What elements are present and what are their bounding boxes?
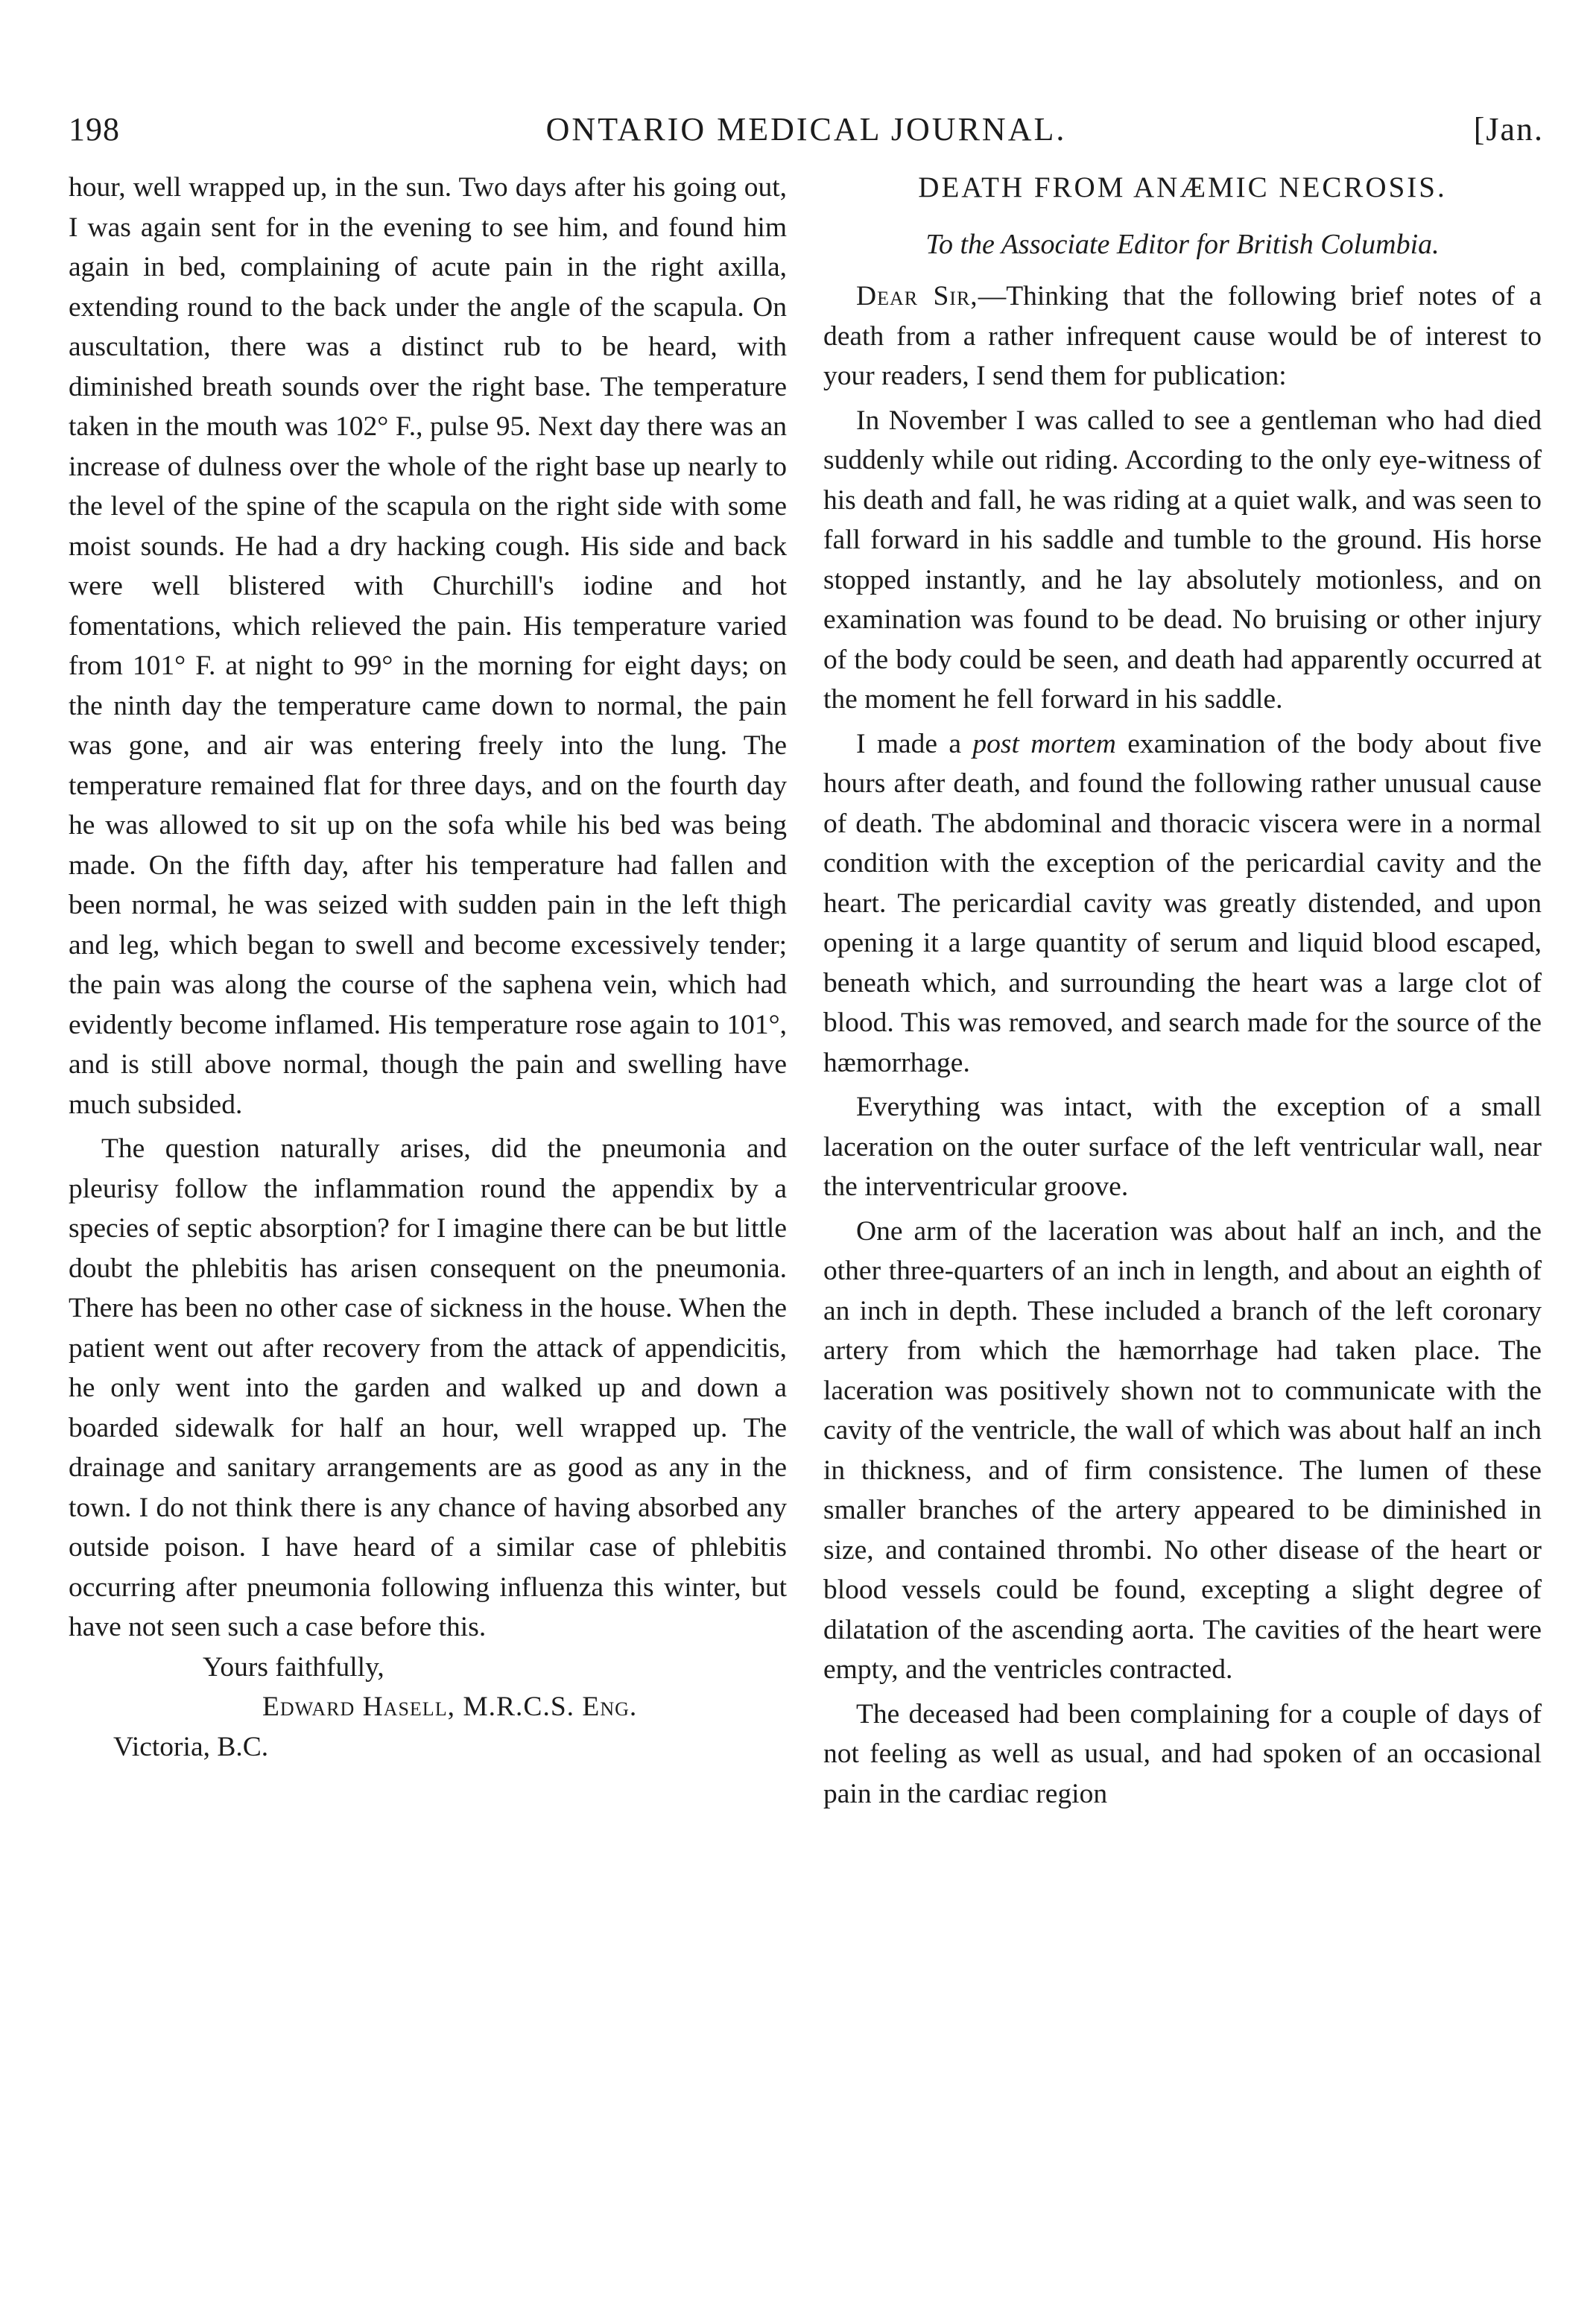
paragraph-examination — [823, 724, 1542, 1083]
running-header — [69, 110, 1544, 162]
case-paragraph-continued: hour, well wrapped up, in the sun. Two days after his going out, I was again sent for in the evening to see him, and found him again in bed, complaining of acute pain in the right axilla, extending round to the back under the angle of the scapula. On auscultation, there was a distinct rub to be heard, with diminished breath sounds over the right base. The temperature taken in the mouth was 102° F., pulse 95. Next day there was an increase of dulness over the whole of the right base up nearly to the level of the spine of the scapula on the right side with some moist sounds. He had a dry hacking cough. His side and back were well blistered with Churchill's iodine and hot fomentations, which relieved the pain. His temperature varied from 101° F. at night to 99° in the morning for eight days; on the ninth day the temperature came down to normal, the pain was gone, and air was entering freely into the lung. The temperature remained flat for three days, and on the fourth day he was allowed to sit up on the sofa while his bed was being made. On the fifth day, after his temperature had fallen and been normal, he was seized with sudden pain in the left thigh and leg, which began to swell and become excessively tender; the pain was along the course of the saphena vein, which had evidently become inflamed. His temperature rose again to 101°, and is still above normal, though the pain and swelling have much subsided. — [69, 172, 787, 1120]
paragraph-incident: In November I was called to see a gentleman who had died suddenly while out riding. According to the only eye-witness of his death and fall, he was riding at a quiet walk, and was seen to fall forward in his saddle and tumble to the ground. His horse stopped instantly, and he lay absolutely motionless, and on examination was found to be dead. No bruising or other injury of the body could be seen, and death had apparently occurred at the moment he fell forward in his saddle. — [823, 405, 1542, 715]
paragraph-history: The deceased had been complaining for a couple of days of not feeling as well as usual, and had spoken of an occasional pain in the cardiac region — [823, 1698, 1542, 1809]
exam-text-rest: examination of the body about five hours after death, and found the following rather unusual cause of death. The abdominal and thoracic viscera were in a normal condition with the exception of the pericardial cavity and the heart. The pericardial cavity was greatly distended, and upon opening it a large quantity of serum and liquid blood escaped, beneath which, and surrounding the heart was a large clot of blood. This was removed, and search made for the source of the hæmorrhage. — [823, 728, 1542, 1078]
article-addressee: To the Associate Editor for British Columbia. — [925, 229, 1440, 260]
post-mortem-term: post mortem — [972, 728, 1116, 759]
left-column — [69, 168, 787, 1767]
journal-title: ONTARIO MEDICAL JOURNAL. — [545, 111, 1067, 148]
issue-month: [Jan. — [1473, 111, 1544, 148]
letter-signature: Edward Hasell, M.R.C.S. Eng. — [262, 1692, 638, 1722]
exam-text-start: I made a — [856, 728, 973, 759]
letter-closing: Yours faithfully, — [203, 1651, 384, 1683]
letter-opening-paragraph — [823, 276, 1542, 396]
page-number: 198 — [69, 111, 120, 148]
opening-text: —Thinking that the following brief notes of a death from a rather infrequent cause would be of interest to your readers, I send them for publication: — [823, 281, 1542, 391]
letter-place: Victoria, B.C. — [113, 1731, 269, 1762]
case-paragraph-discussion: The question naturally arises, did the pneumonia and pleurisy follow the inflammation round the appendix by a species of septic absorption? for I imagine there can be but little doubt the phlebitis has arisen consequent on the pneumonia. There has been no other case of sickness in the house. When the patient went out after recovery from the attack of appendicitis, he only went into the garden and walked up and down a boarded sidewalk for half an hour, well wrapped up. The drainage and sanitary arrangements are as good as any in the town. I do not think there is any chance of having absorbed any outside poison. I have heard of a similar case of phlebitis occurring after pneumonia following influenza this winter, but have not seen such a case before this. — [69, 1133, 787, 1642]
article-title: DEATH FROM ANÆMIC NECROSIS. — [918, 171, 1447, 203]
right-column — [823, 168, 1542, 1814]
paragraph-laceration: Everything was intact, with the exception of a small laceration on the outer surface of the left ventricular wall, near the interventricular groove. — [823, 1092, 1542, 1202]
salutation: Dear Sir, — [856, 281, 978, 311]
paragraph-findings: One arm of the laceration was about half an inch, and the other three-quarters of an inch in length, and about an eighth of an inch in depth. These included a branch of the left coronary artery from which the hæmorrhage had taken place. The laceration was positively shown not to communicate with the cavity of the ventricle, the wall of which was about half an inch in thickness, and of firm consistence. The lumen of these smaller branches of the artery appeared to be diminished in size, and contained thrombi. No other disease of the heart or blood vessels could be found, excepting a slight degree of dilatation of the ascending aorta. The cavities of the heart were empty, and the ventricles contracted. — [823, 1215, 1542, 1685]
